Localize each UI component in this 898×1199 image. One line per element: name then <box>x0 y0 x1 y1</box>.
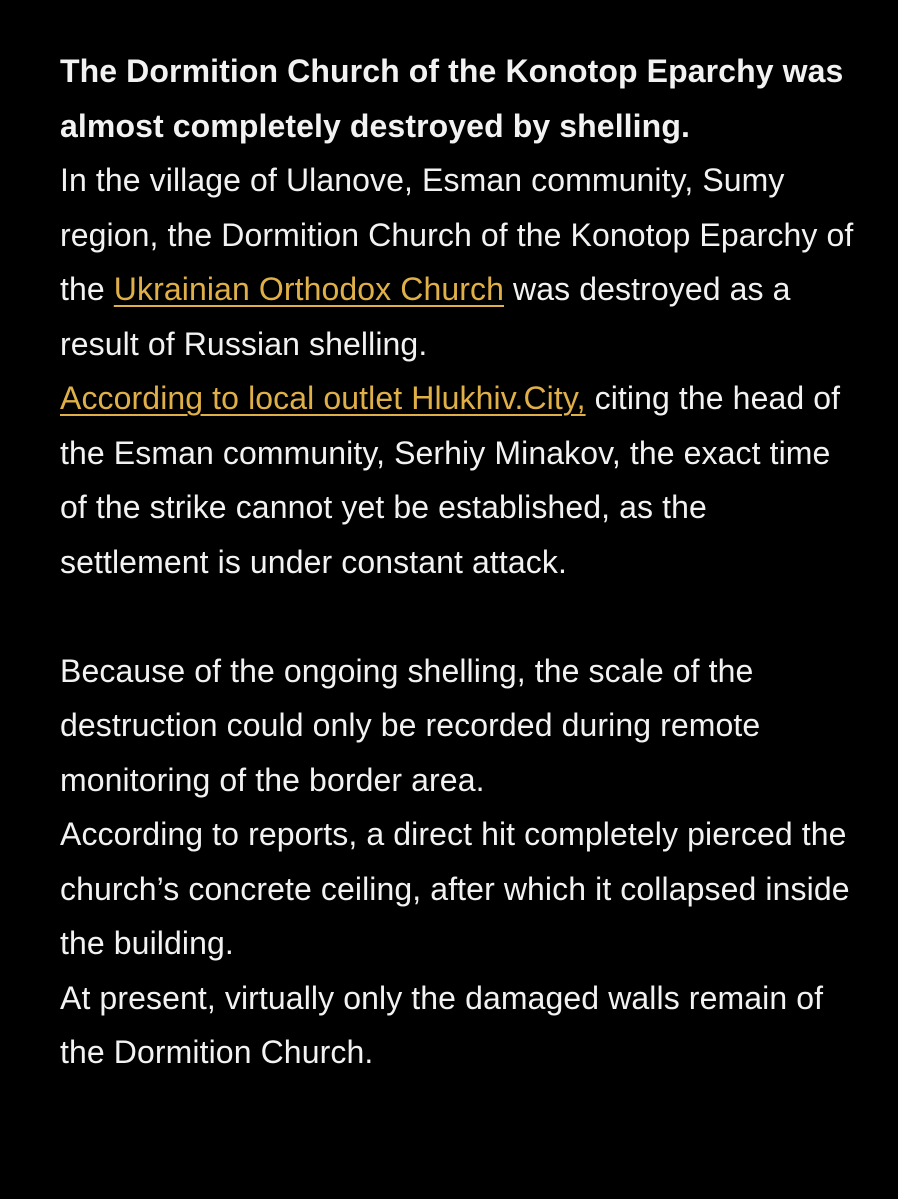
link-hlukhiv-city[interactable]: According to local outlet Hlukhiv.City, <box>60 380 586 416</box>
paragraph-ulanove-text-start: In the village of Ulanove, Esman community, Sumy region, the Dormition Church of the Konotop Eparchy of the <box>60 162 854 307</box>
paragraph-ulanove-text-end: was destroyed as a result of Russian shelling. <box>60 271 791 362</box>
paragraph-spacer <box>60 589 860 644</box>
paragraph-direct-hit: According to reports, a direct hit completely pierced the church’s concrete ceiling, after which it collapsed inside the building. <box>60 816 850 961</box>
paragraph-hlukhiv-source-text: citing the head of the Esman community, Serhiy Minakov, the exact time of the strike cannot yet be established, as the settlement is under constant attack. <box>60 380 841 580</box>
paragraph-remaining-walls: At present, virtually only the damaged walls remain of the Dormition Church. <box>60 979 824 1070</box>
paragraph-remote-monitoring: Because of the ongoing shelling, the scale of the destruction could only be recorded during remote monitoring of the border area. <box>60 652 761 798</box>
note-headline: The Dormition Church of the Konotop Eparchy was almost completely destroyed by shelling. <box>60 53 844 144</box>
note-body <box>60 44 860 1080</box>
paragraph-hlukhiv-source <box>60 371 860 589</box>
link-ukrainian-orthodox-church[interactable]: Ukrainian Orthodox Church <box>113 271 505 307</box>
paragraph-ulanove <box>60 153 860 371</box>
